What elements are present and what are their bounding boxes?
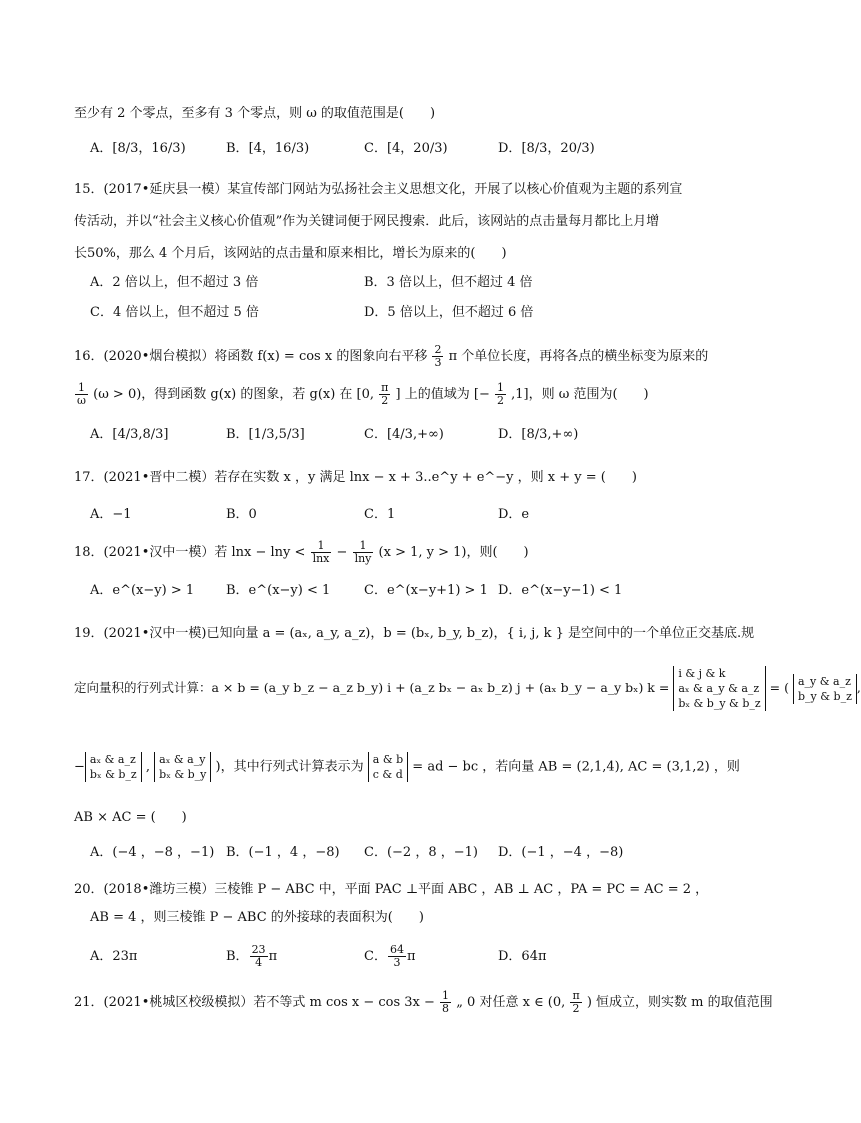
q15-line-3: 长50%，那么 4 个月后，该网站的点击量和原来相比，增长为原来的( ) [74,246,507,261]
q15-option-b: B．3 倍以上，但不超过 4 倍 [364,275,533,290]
q16-option-c: C．[4/3,+∞) [364,427,444,442]
q19-line-2: 定向量积的行列式计算：a × b = (a_y b_z − a_z b_y) i + (a_z bₓ − aₓ b_z) j + (aₓ b_y − a_y bₓ) k = i & j & k aₓ & a_y & a_z bₓ & b_y & b_z = ( a_y & a_z b_y & b_z , [74,667,861,710]
fraction: $\frac{1}{\ln y}$ [354,539,372,565]
fraction: $\frac{23}{4}$ [251,943,266,969]
q20-line-2: AB = 4 ，则三棱锥 P − ABC 的外接球的表面积为( ) [90,910,424,925]
q15-option-a: A．2 倍以上，但不超过 3 倍 [90,275,259,290]
q14-option-c: C．[4，20/3) [364,141,448,156]
q20-option-a: A．23π [90,949,138,964]
q15-option-c: C．4 倍以上，但不超过 5 倍 [90,305,259,320]
q15-option-d: D．5 倍以上，但不超过 6 倍 [364,305,534,320]
q17-options [90,498,730,532]
q14-option-d: D．[8/3，20/3) [498,141,595,156]
q20-options [90,940,730,974]
q14-stem: 至少有 2 个零点，至多有 3 个零点，则 ω 的取值范围是( ) [74,106,436,121]
q16-line-1: 16．(2020•烟台模拟）将函数 f(x) = cos x 的图象向右平移 $\frac{2}{3}$ π 个单位长度，再将各点的横坐标变为原来的 [74,343,709,369]
q19-option-b: B．(−1 ，4 ，−8) [226,845,340,860]
fraction: $\frac{2}{3}$ [434,343,442,369]
determinant-2x2: aₓ & a_y bₓ & b_y [154,752,211,782]
q15-line-2: 传活动，并以“社会主义核心价值观”作为关键词便于网民搜索．此后，该网站的点击量每月都比上月增 [74,214,660,229]
q16-option-d: D．[8/3,+∞) [498,427,579,442]
q19-option-a: A．(−4 ，−8 ，−1) [90,845,215,860]
q18-line-1: 18．(2021•汉中一模）若 lnx − lny < $\frac{1}{\ln x}$ − $\frac{1}{\ln y}$ (x > 1, y > 1)，则( ) [74,539,529,565]
fraction: $\frac{1}{\omega}$ [77,381,86,407]
q15-options-row-2 [90,296,730,330]
q19-option-d: D．(−1 ，−4 ，−8) [498,845,624,860]
q20-option-d: D．64π [498,949,547,964]
q16-option-a: A．[4/3,8/3] [90,427,169,442]
q18-option-d: D．e^(x−y−1) < 1 [498,583,623,598]
q19-line-3: − aₓ & a_z bₓ & b_z , aₓ & a_y bₓ & b_y )，其中行列式计算表示为 a & b c & d = ad − bc ，若向量 AB = (2,1,4), AC = (3,1,2) ，则 [74,753,740,781]
q20-option-c: C． $\frac{64}{3}$ π [364,943,416,969]
q17-option-b: B．0 [226,507,257,522]
q20-option-b: B． $\frac{23}{4}$ π [226,943,278,969]
fraction: $\frac{1}{2}$ [497,381,504,407]
q14-option-b: B．[4，16/3) [226,141,310,156]
q16-option-b: B．[1/3,5/3] [226,427,305,442]
q17-option-d: D．e [498,507,530,522]
q19-option-c: C．(−2 ，8 ，−1) [364,845,478,860]
q21-line-1: 21．(2021•桃城区校级模拟）若不等式 m cos x − cos 3x − $\frac{1}{8}$ „ 0 对任意 x ∈ (0, $\frac{\pi}{2}$ ) 恒成立，则实数 m 的取值范围 [74,989,773,1015]
determinant-2x2: a & b c & d [368,752,408,782]
q19-line-4: AB × AC = ( ) [74,810,187,825]
determinant-3x3: i & j & k aₓ & a_y & a_z bₓ & b_y & b_z [673,666,765,711]
q16-line-2: $\frac{1}{\omega}$ (ω > 0)，得到函数 g(x) 的图象，若 g(x) 在 [0, $\frac{\pi}{2}$ ] 上的值域为 [− $\frac{1}{2}$ ,1]，则 ω 范围为( ) [77,381,649,407]
fraction: $\frac{1}{8}$ [442,989,450,1015]
fraction: $\frac{1}{\ln x}$ [312,539,330,565]
q18-option-a: A．e^(x−y) > 1 [90,583,195,598]
q16-options [90,418,730,452]
q19-options [90,836,730,870]
q18-options [90,574,730,608]
q17-line-1: 17．(2021•晋中二模）若存在实数 x ，y 满足 lnx − x + 3..e^y + e^−y ，则 x + y = ( ) [74,470,637,485]
q18-option-c: C．e^(x−y+1) > 1 [364,583,488,598]
q15-line-1: 15．(2017•延庆县一模）某宣传部门网站为弘扬社会主义思想文化，开展了以核心价值观为主题的系列宣 [74,182,683,197]
q15-options-row-1 [90,266,730,300]
q17-option-c: C．1 [364,507,396,522]
determinant-2x2: a_y & a_z b_y & b_z [793,674,857,704]
q20-line-1: 20．(2018•潍坊三模）三棱锥 P − ABC 中，平面 PAC ⊥平面 ABC ，AB ⊥ AC ，PA = PC = AC = 2 ， [74,882,709,897]
determinant-2x2: aₓ & a_z bₓ & b_z [85,752,142,782]
fraction: $\frac{64}{3}$ [389,943,404,969]
fraction: $\frac{\pi}{2}$ [381,381,389,407]
q14-option-a: A．[8/3，16/3) [90,141,186,156]
fraction: $\frac{\pi}{2}$ [572,989,580,1015]
q18-option-b: B．e^(x−y) < 1 [226,583,331,598]
q17-option-a: A．−1 [90,507,132,522]
q19-line-1: 19．(2021•汉中一模)已知向量 a = (aₓ, a_y, a_z)，b = (bₓ, b_y, b_z)，{ i, j, k } 是空间中的一个单位正交基底.规 [74,626,755,641]
q14-options [90,132,730,166]
